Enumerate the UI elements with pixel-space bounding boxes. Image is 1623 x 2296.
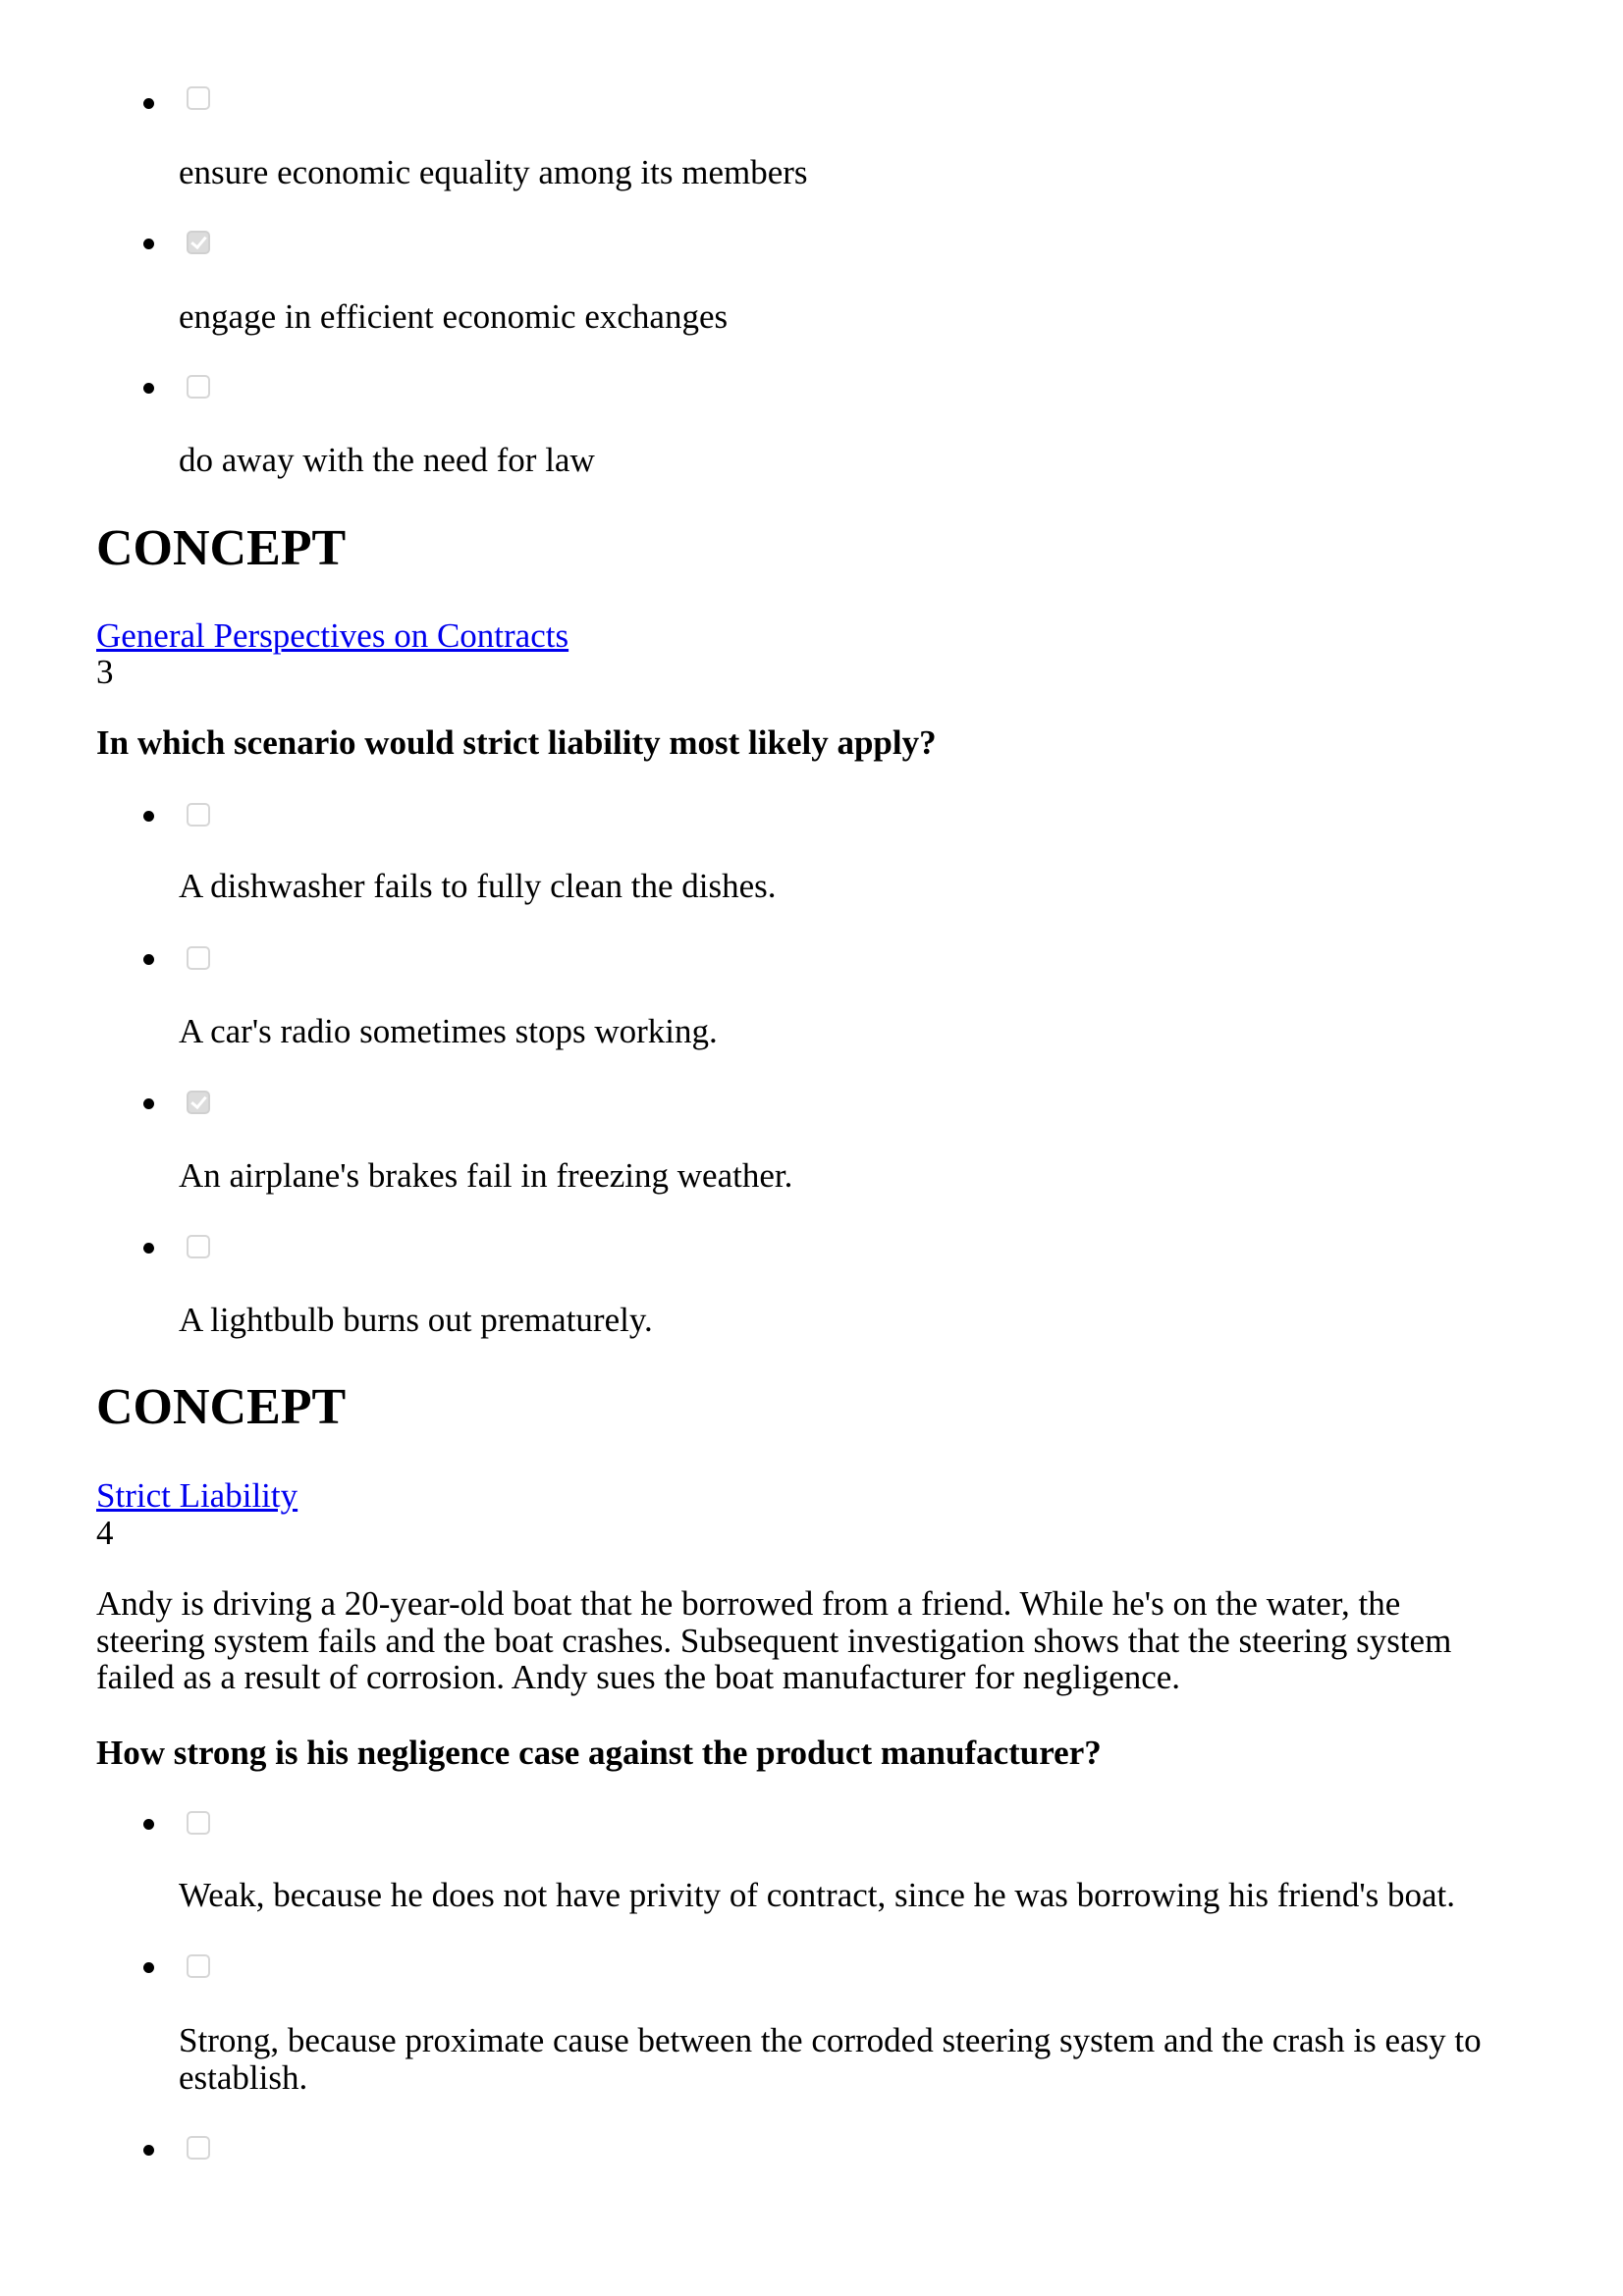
question-prompt: In which scenario would strict liability most likely apply?	[96, 723, 937, 762]
concept-link[interactable]: Strict Liability	[96, 1476, 298, 1515]
list-bullet	[143, 98, 154, 109]
concept-link[interactable]: General Perspectives on Contracts	[96, 616, 569, 655]
answer-option-text: Weak, because he does not have privity of contract, since he was borrowing his friend's boat.	[179, 1876, 1456, 1914]
list-bullet	[143, 1819, 154, 1830]
answer-checkbox[interactable]	[187, 2136, 210, 2160]
list-bullet	[143, 239, 154, 249]
list-bullet	[143, 1962, 154, 1973]
answer-checkbox[interactable]	[187, 1235, 210, 1258]
answer-option-text: A lightbulb burns out prematurely.	[179, 1301, 653, 1339]
question-number: 3	[96, 653, 114, 691]
list-bullet	[143, 1098, 154, 1109]
answer-checkbox[interactable]	[187, 86, 210, 110]
answer-option-text: A car's radio sometimes stops working.	[179, 1012, 718, 1050]
list-bullet	[143, 811, 154, 822]
answer-checkbox[interactable]	[187, 1954, 210, 1978]
answer-checkbox[interactable]	[187, 946, 210, 970]
answer-option-text: An airplane's brakes fail in freezing weather.	[179, 1156, 793, 1195]
concept-heading: CONCEPT	[96, 1379, 347, 1435]
answer-option-text: Strong, because proximate cause between the corroded steering system and the crash is easy to establish.	[179, 2021, 1482, 2097]
answer-option-text: A dishwasher fails to fully clean the dishes.	[179, 867, 777, 905]
answer-checkbox[interactable]	[187, 803, 210, 827]
question-number: 4	[96, 1514, 114, 1552]
list-bullet	[143, 954, 154, 965]
answer-checkbox[interactable]	[187, 1811, 210, 1835]
answer-option-text: engage in efficient economic exchanges	[179, 297, 729, 336]
list-bullet	[143, 1243, 154, 1254]
answer-checkbox[interactable]	[187, 375, 210, 399]
answer-option-text: ensure economic equality among its members	[179, 153, 808, 191]
answer-checkbox-checked[interactable]	[187, 231, 210, 254]
question-scenario: Andy is driving a 20-year-old boat that he borrowed from a friend. While he's on the water, the steering system fails and the boat crashes. Subsequent investigation shows that the steering system failed as a result of corrosion. Andy sues the boat manufacturer for negligence.	[96, 1584, 1452, 1696]
list-bullet	[143, 2145, 154, 2156]
question-prompt: How strong is his negligence case against the product manufacturer?	[96, 1734, 1102, 1772]
answer-option-text: do away with the need for law	[179, 441, 595, 479]
list-bullet	[143, 383, 154, 394]
answer-checkbox-checked[interactable]	[187, 1091, 210, 1114]
concept-heading: CONCEPT	[96, 520, 347, 576]
